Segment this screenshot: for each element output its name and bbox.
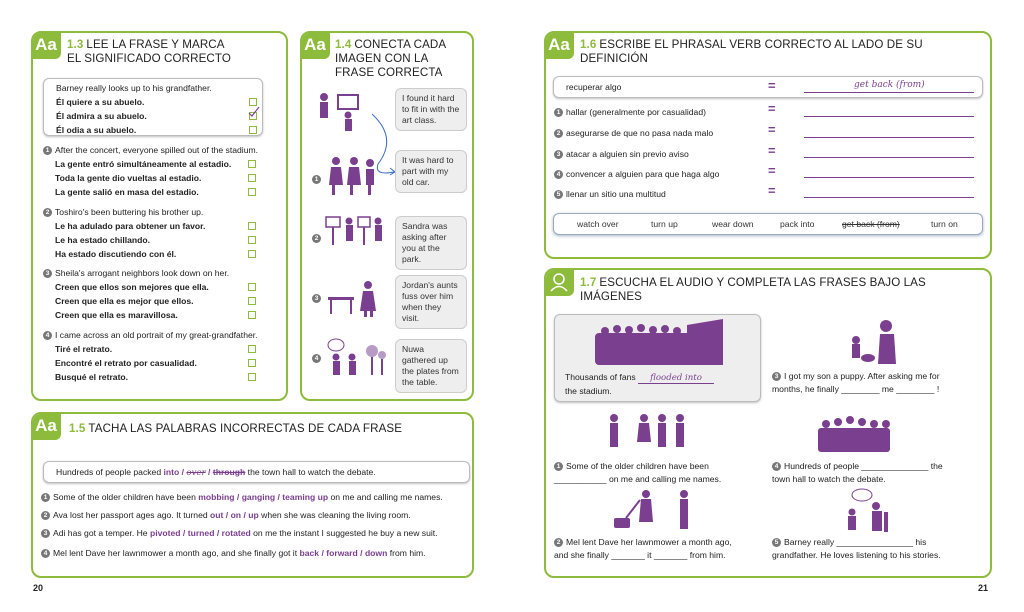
caption-5: 5 Barney really ________________ his grandfather. He loves listening to his stories.	[772, 537, 941, 560]
definition-3: 3 atacar a alguien sin previo aviso	[554, 149, 689, 159]
ganging-up-illustration	[604, 412, 704, 456]
arguing-people-illustration	[324, 151, 382, 199]
sentence-4: 4 Mel lent Dave her lawnmower a month ago, and she finally got it back / forward / down from him.	[41, 548, 426, 558]
exercise-title: 1.6 ESCRIBE EL PHRASAL VERB CORRECTO AL LADO DE SU DEFINICIÓN	[580, 38, 923, 65]
caption-2: 2 Mel lent Dave her lawnmower a month ago, and she finally _______ it _______ from him.	[554, 537, 732, 560]
aa-tag: Aa	[31, 31, 61, 59]
sentence-card[interactable]: Jordan's aunts fuss over him when they visit.	[395, 275, 467, 329]
equals-sign: =	[768, 122, 776, 137]
checkbox[interactable]	[249, 126, 257, 134]
answer-line	[804, 92, 974, 93]
definition-5: 5 llenar un sitio una multitud	[554, 189, 666, 199]
checkbox[interactable]	[248, 359, 256, 367]
question-1: 1 After the concert, everyone spilled out of the stadium.	[43, 145, 258, 155]
aa-tag: Aa	[300, 31, 330, 59]
exercise-title: 1.5 TACHA LAS PALABRAS INCORRECTAS DE CADA FRASE	[69, 422, 403, 435]
example-box	[43, 78, 263, 136]
caption-4: 4 Hundreds of people ______________ the town hall to watch the debate.	[772, 461, 943, 484]
checkbox[interactable]	[248, 222, 256, 230]
word-bank-item[interactable]: watch over	[577, 219, 619, 229]
example-answer: get back (from)	[854, 80, 925, 90]
sentence-2: 2 Ava lost her passport ages ago. It turned out / on / up when she was cleaning the living room.	[41, 510, 411, 520]
checkbox[interactable]	[248, 174, 256, 182]
sentence-3: 3 Adi has got a temper. He pivoted / turned / rotated on me the instant I suggested he buy a new suit.	[41, 528, 438, 538]
painting-class-illustration	[324, 211, 386, 255]
art-class-illustration	[314, 85, 364, 135]
word-bank-item[interactable]: pack into	[780, 219, 815, 229]
option: Le ha estado chillando.	[55, 235, 151, 245]
question-4: 4 I came across an old portrait of my great-grandfather.	[43, 330, 258, 340]
aa-tag: Aa	[544, 31, 574, 59]
answer-line-3[interactable]	[804, 157, 974, 158]
checkbox[interactable]	[248, 297, 256, 305]
answer-line-2[interactable]	[804, 137, 974, 138]
caption-3: 3 I got my son a puppy. After asking me for months, he finally ________ me ________ !	[772, 371, 940, 394]
item-number: 1	[312, 175, 321, 184]
word-bank-item-used[interactable]: get back (from)	[842, 219, 900, 229]
checkbox[interactable]	[248, 373, 256, 381]
example-sentence: Hundreds of people packed into / over / through the town hall to watch the debate.	[56, 467, 376, 478]
caption-1: 1 Some of the older children have been ___________ on me and calling me names.	[554, 461, 722, 484]
aa-tag: Aa	[31, 412, 61, 440]
exercise-title: 1.4 CONECTA CADA IMAGEN CON LA FRASE CORRECTA	[335, 38, 447, 79]
example-definition: recuperar algo	[566, 82, 622, 92]
exercise-1-5-panel	[31, 412, 474, 578]
example-caption: Thousands of fans flooded into the stadium.	[565, 371, 714, 398]
item-number: 4	[312, 354, 321, 363]
definition-2: 2 asegurarse de que no pasa nada malo	[554, 128, 713, 138]
town-hall-crowd-illustration	[814, 410, 894, 458]
exercise-1-7-panel	[544, 268, 992, 578]
equals-sign: =	[768, 143, 776, 158]
example-box	[553, 76, 983, 98]
crowd-stadium-illustration	[595, 319, 725, 367]
option: Creen que ellos son mejores que ella.	[55, 282, 209, 292]
sentence-card[interactable]: It was hard to part with my old car.	[395, 150, 467, 193]
checkbox[interactable]	[248, 236, 256, 244]
sentence-card-example[interactable]: I found it hard to fit in with the art class.	[395, 88, 467, 131]
grandfather-story-illustration	[842, 488, 902, 534]
word-bank-item[interactable]: wear down	[712, 219, 754, 229]
example-box	[554, 314, 761, 402]
question-3: 3 Sheila's arrogant neighbors look down on her.	[43, 268, 229, 278]
equals-sign: =	[768, 78, 776, 93]
word-bank-item[interactable]: turn on	[931, 219, 958, 229]
option: La gente salió en masa del estadio.	[55, 187, 199, 197]
check-mark-icon	[247, 105, 261, 119]
option: Toda la gente dio vueltas al estadio.	[55, 173, 202, 183]
checkbox[interactable]	[248, 188, 256, 196]
option: Él odia a su abuelo.	[56, 125, 137, 135]
example-box	[43, 461, 470, 483]
option: Creen que ella es maravillosa.	[55, 310, 178, 320]
sentence-card[interactable]: Sandra was asking after you at the park.	[395, 216, 467, 270]
checkbox[interactable]	[248, 250, 256, 258]
sentence-card[interactable]: Nuwa gathered up the plates from the table.	[395, 339, 467, 393]
option: Él quiere a su abuelo.	[56, 97, 145, 107]
checkbox[interactable]	[248, 283, 256, 291]
page-number-left: 20	[33, 583, 44, 593]
head-listening-icon	[548, 271, 570, 293]
option: Tiré el retrato.	[55, 344, 113, 354]
answer-line-1[interactable]	[804, 116, 974, 117]
exercise-1-4-panel	[300, 31, 474, 401]
page-number-right: 21	[978, 583, 989, 593]
equals-sign: =	[768, 183, 776, 198]
option: Él admira a su abuelo.	[56, 111, 147, 121]
clearing-table-illustration	[324, 277, 386, 319]
word-bank	[553, 213, 983, 235]
exercise-1-3-panel	[31, 31, 288, 401]
park-conversation-illustration	[324, 337, 388, 379]
option: Ha estado discutiendo con él.	[55, 249, 177, 259]
exercise-title: 1.3 LEE LA FRASE Y MARCA EL SIGNIFICADO CORRECTO	[67, 38, 231, 65]
lawnmower-illustration	[612, 488, 712, 534]
sentence-1: 1 Some of the older children have been mobbing / ganging / teaming up on me and calling me names.	[41, 492, 443, 502]
item-number: 3	[312, 294, 321, 303]
option: Creen que ella es mejor que ellos.	[55, 296, 194, 306]
option: Encontré el retrato por casualidad.	[55, 358, 197, 368]
exercise-title: 1.7 ESCUCHA EL AUDIO Y COMPLETA LAS FRASES BAJO LAS IMÁGENES	[580, 276, 926, 303]
checkbox[interactable]	[248, 160, 256, 168]
option: La gente entró simultáneamente al estadio.	[55, 159, 232, 169]
equals-sign: =	[768, 163, 776, 178]
listening-tag	[544, 268, 574, 296]
definition-1: 1 hallar (generalmente por casualidad)	[554, 107, 706, 117]
exercise-1-6-panel	[544, 31, 992, 259]
checkbox[interactable]	[248, 311, 256, 319]
item-number: 2	[312, 234, 321, 243]
question-2: 2 Toshiro's been buttering his brother up.	[43, 207, 203, 217]
word-bank-item[interactable]: turn up	[651, 219, 678, 229]
answer-line-4[interactable]	[804, 177, 974, 178]
option: Le ha adulado para obtener un favor.	[55, 221, 206, 231]
example-sentence: Barney really looks up to his grandfather.	[56, 83, 212, 93]
checkbox[interactable]	[248, 345, 256, 353]
option: Busqué el retrato.	[55, 372, 129, 382]
answer-line-5[interactable]	[804, 197, 974, 198]
definition-4: 4 convencer a alguien para que haga algo	[554, 169, 719, 179]
puppy-illustration	[836, 318, 916, 368]
equals-sign: =	[768, 101, 776, 116]
